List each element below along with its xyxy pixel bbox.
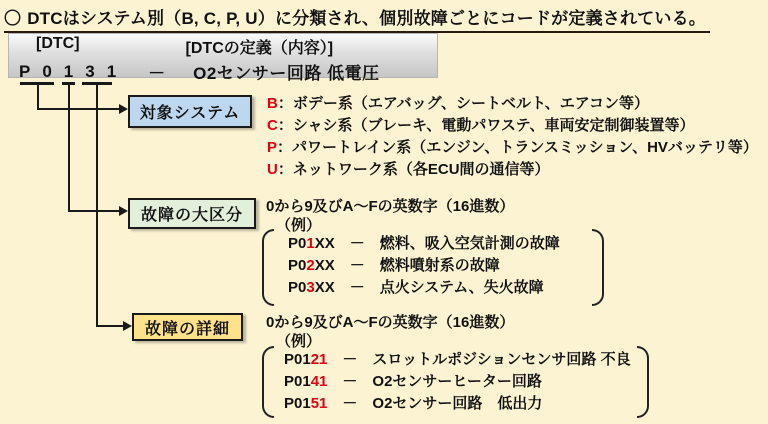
- detail-example-list: [284, 349, 631, 415]
- code-suffix: XX: [314, 257, 335, 274]
- title-text: DTCはシステム別（B, C, P, U）に分類され、個別故障ごとにコードが定義されている。: [27, 9, 706, 28]
- code-prefix: P01: [284, 373, 311, 390]
- major-example-label: （例）: [276, 217, 322, 234]
- dtc-header-box: [8, 33, 438, 83]
- system-separator: ：: [277, 117, 293, 134]
- system-description: ボデー系（エアバッグ、シートベルト、エアコン等）: [292, 95, 649, 112]
- code-prefix: P01: [284, 351, 311, 368]
- system-separator: ：: [277, 139, 293, 156]
- system-description: シャシ系（ブレーキ、電動パワステ、車両安定制御装置等）: [292, 117, 695, 134]
- example-bracket-left: [262, 229, 274, 306]
- arrowhead-system: [119, 104, 128, 114]
- system-letter: C: [267, 117, 278, 134]
- system-type-list: [267, 93, 758, 181]
- code-prefix: P0: [288, 279, 307, 296]
- connector-line-system: [37, 108, 121, 110]
- connector-line-detail: [96, 325, 125, 327]
- code-prefix: P01: [284, 395, 311, 412]
- dtc-example-row: [284, 393, 631, 415]
- system-description: ネットワーク系（各ECU間の通信等）: [292, 161, 550, 178]
- dash: －: [349, 257, 365, 274]
- dtc-definition-text: O2センサー回路 低電圧: [193, 64, 380, 83]
- dtc-example-row: [288, 255, 560, 277]
- dtc-column-label: [DTC]: [36, 35, 80, 52]
- code-prefix: P0: [288, 235, 307, 252]
- code-description: 点火システム、失火故障: [379, 279, 544, 296]
- example-bracket-left: [262, 346, 274, 418]
- arrowhead-major: [119, 206, 128, 216]
- system-description: パワートレイン系（エンジン、トランスミッション、HVバッテリ等）: [292, 139, 758, 156]
- code-description: 燃料噴射系の故障: [379, 257, 500, 274]
- code-highlight: 51: [310, 395, 328, 412]
- code-description: O2センサーヒーター回路: [372, 373, 542, 390]
- label-fault-major-category: 故障の大区分: [128, 198, 256, 229]
- major-category-header: 0から9及びA～Fの英数字（16進数）: [266, 198, 515, 215]
- page-title: [4, 4, 710, 33]
- dtc-dash: －: [148, 64, 166, 83]
- dtc-example-row: [288, 233, 560, 255]
- connector-line-system: [37, 84, 39, 110]
- dash: －: [342, 351, 358, 368]
- dtc-example-row: [284, 371, 631, 393]
- dtc-code-row: [9, 59, 437, 84]
- code-suffix: XX: [314, 279, 335, 296]
- code-prefix: P0: [288, 257, 307, 274]
- dash: －: [349, 279, 365, 296]
- code-highlight: 41: [310, 373, 328, 390]
- dtc-example-row: [284, 349, 631, 371]
- connector-line-detail: [96, 84, 98, 327]
- code-suffix: XX: [314, 235, 335, 252]
- dash: －: [342, 395, 358, 412]
- dtc-header-row: [9, 35, 437, 58]
- connector-line-major: [68, 210, 121, 212]
- arrowhead-detail: [123, 321, 132, 331]
- example-bracket-right: [592, 229, 604, 306]
- system-type-item: [267, 93, 758, 115]
- system-separator: ：: [277, 95, 293, 112]
- title-bullet: 〇: [4, 9, 22, 28]
- code-description: O2センサー回路 低出力: [372, 395, 543, 412]
- system-letter: U: [267, 161, 278, 178]
- system-letter: B: [267, 95, 278, 112]
- system-type-item: [267, 115, 758, 137]
- system-letter: P: [267, 139, 278, 156]
- code-description: 燃料、吸入空気計測の故障: [379, 235, 560, 252]
- code-highlight: 2: [306, 257, 315, 274]
- dash: －: [349, 235, 365, 252]
- system-separator: ：: [277, 161, 293, 178]
- system-type-item: [267, 137, 758, 159]
- code-description: スロットルポジションセンサ回路 不良: [372, 351, 631, 368]
- label-target-system: 対象システム: [128, 95, 252, 128]
- detail-header: 0から9及びA～Fの英数字（16進数）: [266, 314, 515, 331]
- connector-line-major: [68, 84, 70, 212]
- dtc-example-row: [288, 277, 560, 299]
- label-fault-detail: 故障の詳細: [132, 313, 243, 341]
- code-highlight: 1: [306, 235, 315, 252]
- code-highlight: 21: [310, 351, 328, 368]
- dtc-code: P0131: [19, 61, 129, 81]
- dtc-definition-column-label: [DTCの定義（内容）]: [185, 40, 334, 57]
- dash: －: [342, 373, 358, 390]
- detail-example-label: （例）: [276, 333, 322, 350]
- example-bracket-right: [637, 346, 649, 418]
- code-highlight: 3: [306, 279, 315, 296]
- system-type-item: [267, 159, 758, 181]
- major-example-list: [288, 233, 560, 299]
